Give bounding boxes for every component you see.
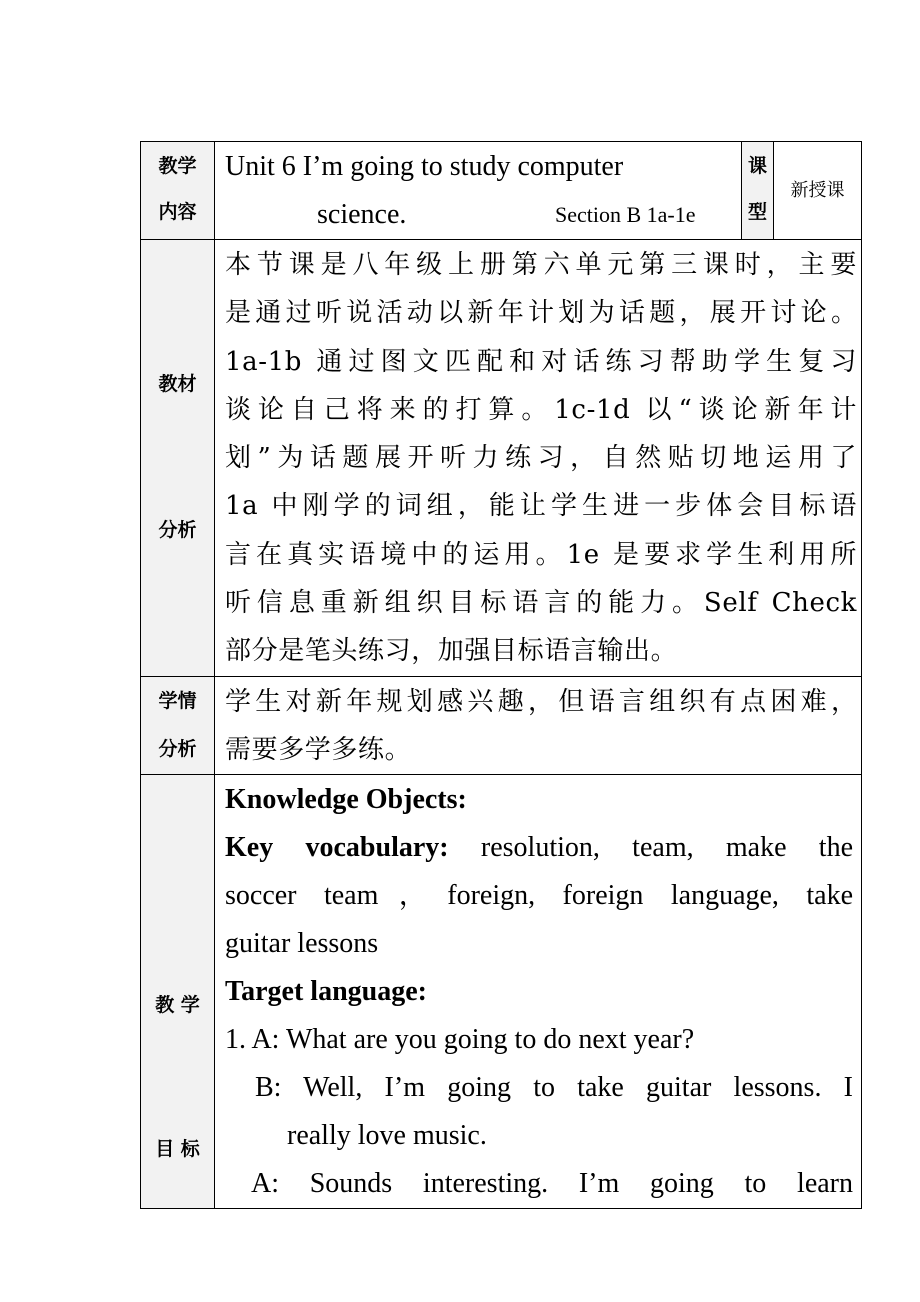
lesson-type-text: 新授课 [790, 180, 845, 201]
row-student-analysis [141, 676, 862, 775]
label-line: 教学 [158, 155, 197, 177]
text-line: 部分是笔头练习，加强目标语言输出。 [225, 636, 678, 667]
dialog-line: B: Well, I’m going to take guitar lessons. I [255, 1072, 853, 1104]
unit-title: Unit 6 I’m going to study computer [225, 151, 624, 182]
objectives-text [215, 775, 862, 1209]
label-teaching-content [141, 142, 215, 240]
section-label: Section B 1a-1e [555, 202, 696, 227]
vocab-line: soccer team，foreign, foreign language, take [225, 880, 853, 912]
vocab-text: resolution, team, make the [480, 832, 854, 864]
label-lesson-type [742, 142, 774, 240]
text-line: 划”为话题展开听力练习，自然贴切地运用了 [225, 443, 857, 474]
target-heading: Target language: [225, 976, 427, 1008]
dialog-line: really love music. [287, 1120, 487, 1152]
text-line: 需要多学多练。 [225, 734, 412, 765]
label-line: 目 标 [155, 1138, 200, 1161]
row-teaching-content [141, 142, 862, 240]
row-objectives [141, 775, 862, 1209]
text-line: 言在真实语境中的运用。1e 是要求学生利用所 [225, 539, 857, 570]
label-line: 教 学 [155, 994, 200, 1017]
lesson-type-value [774, 142, 862, 240]
knowledge-heading: Knowledge Objects: [225, 784, 467, 816]
vocab-line: guitar lessons [225, 928, 379, 960]
dialog-line: A: Sounds interesting. I’m going to learn [251, 1168, 853, 1200]
vocab-heading: Key vocabulary: [225, 832, 449, 864]
text-line: 谈论自己将来的打算。1c-1d 以“谈论新年计 [225, 394, 857, 425]
material-analysis-text [215, 240, 862, 677]
label-line: 分析 [158, 519, 197, 541]
text-line: 学生对新年规划感兴趣，但语言组织有点困难， [225, 686, 857, 717]
unit-title-cont: science. [317, 199, 407, 230]
content-title-cell [215, 142, 742, 240]
text-line: 听信息重新组织目标语言的能力。Self Check [225, 588, 857, 619]
student-analysis-text [215, 676, 862, 775]
text-line: 1a 中刚学的词组，能让学生进一步体会目标语 [225, 491, 857, 522]
label-line: 内容 [158, 201, 197, 223]
label-line: 学情 [158, 689, 197, 712]
text-line: 是通过听说活动以新年计划为话题，展开讨论。 [225, 298, 857, 329]
lesson-plan-table [140, 141, 862, 1209]
vocab-line [225, 824, 853, 872]
dialog-line: 1. A: What are you going to do next year? [225, 1024, 695, 1056]
label-student-analysis [141, 676, 215, 775]
label-material-analysis [141, 240, 215, 677]
label-line: 型 [747, 201, 767, 223]
label-objectives [141, 775, 215, 1209]
text-line: 1a-1b 通过图文匹配和对话练习帮助学生复习 [225, 346, 857, 377]
text-line: 本节课是八年级上册第六单元第三课时，主要 [225, 250, 857, 280]
label-line: 课 [747, 155, 767, 177]
row-material-analysis [141, 240, 862, 677]
label-line: 教材 [158, 373, 197, 395]
label-line: 分析 [158, 737, 197, 760]
